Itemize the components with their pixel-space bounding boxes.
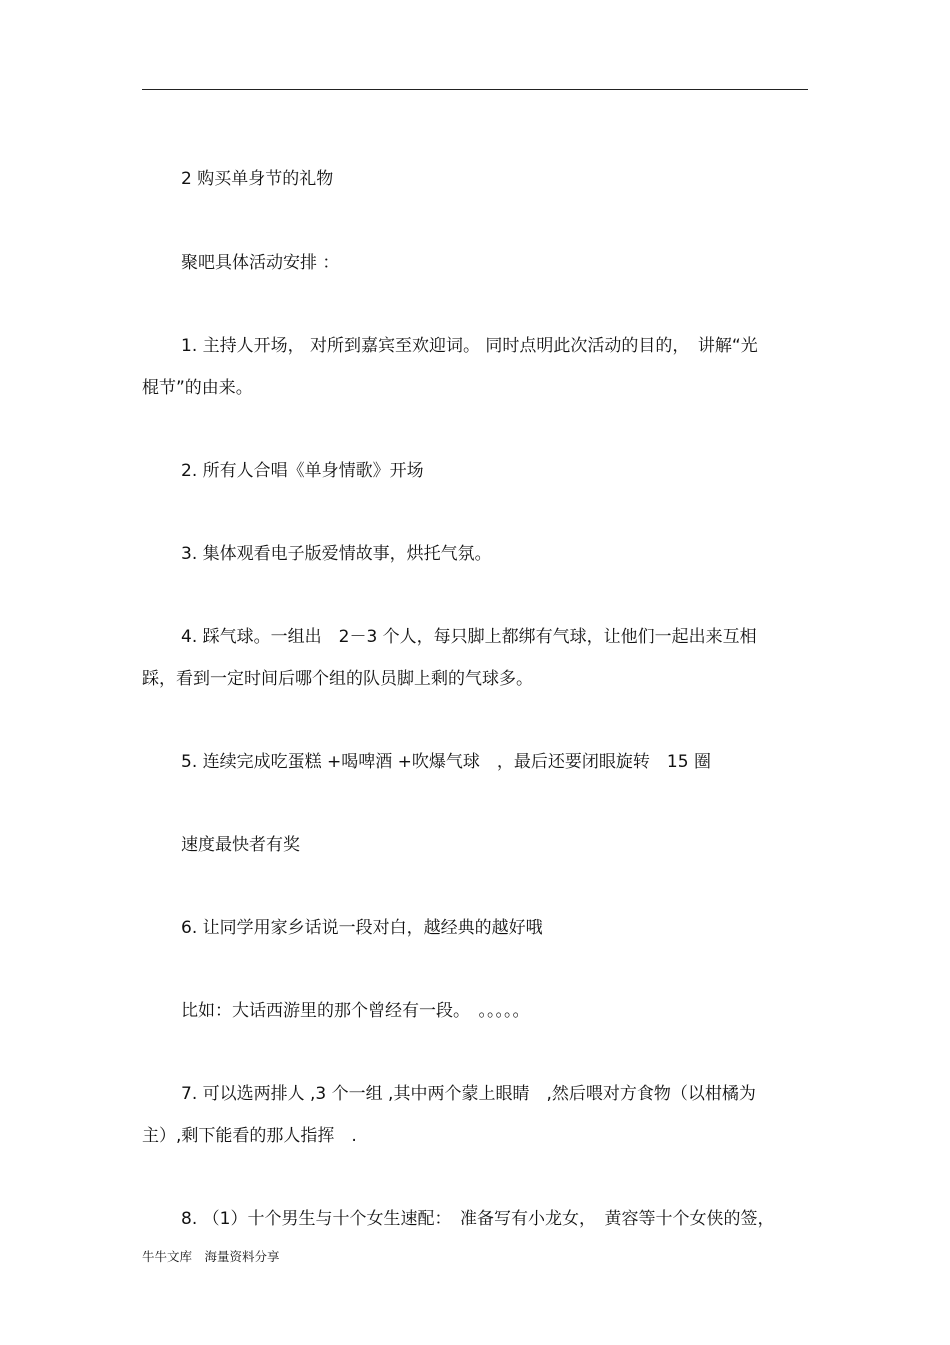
text-line-item-2: 2. 所有人合唱《单身情歌》开场 <box>181 461 424 481</box>
text-line-item-3: 3. 集体观看电子版爱情故事，烘托气氛。 <box>181 544 492 564</box>
footer-text: 牛牛文库 海量资料分享 <box>142 1249 280 1264</box>
text-line-item-8: 8. （1）十个男生与十个女生速配： 准备写有小龙女， 黄容等十个女侠的签， <box>181 1209 775 1229</box>
text-line-item-7-cont: 主）,剩下能看的那人指挥 . <box>142 1126 357 1146</box>
text-line-item-1: 1. 主持人开场， 对所到嘉宾至欢迎词。 同时点明此次活动的目的， 讲解“光 <box>181 336 758 356</box>
text-line-item-5-cont: 速度最快者有奖 <box>181 835 300 855</box>
header-rule <box>142 89 808 90</box>
text-line-item-5: 5. 连续完成吃蛋糕 +喝啤酒 +吹爆气球 ，最后还要闭眼旋转 15 圈 <box>181 752 711 772</box>
text-line-item-1-cont: 棍节”的由来。 <box>142 378 253 398</box>
text-line-item-4-cont: 踩，看到一定时间后哪个组的队员脚上剩的气球多。 <box>142 669 533 689</box>
text-line-item-6-example: 比如：大话西游里的那个曾经有一段。 。。。。。 <box>181 1001 530 1021</box>
text-line-gift: 2 购买单身节的礼物 <box>181 169 334 189</box>
text-line-item-7: 7. 可以选两排人 ,3 个一组 ,其中两个蒙上眼睛 ,然后喂对方食物（以柑橘为 <box>181 1084 756 1104</box>
text-line-schedule-heading: 聚吧具体活动安排 ： <box>181 253 340 273</box>
text-line-item-4: 4. 踩气球。一组出 2－3 个人，每只脚上都绑有气球，让他们一起出来互相 <box>181 627 757 647</box>
text-line-item-6: 6. 让同学用家乡话说一段对白，越经典的越好哦 <box>181 918 543 938</box>
